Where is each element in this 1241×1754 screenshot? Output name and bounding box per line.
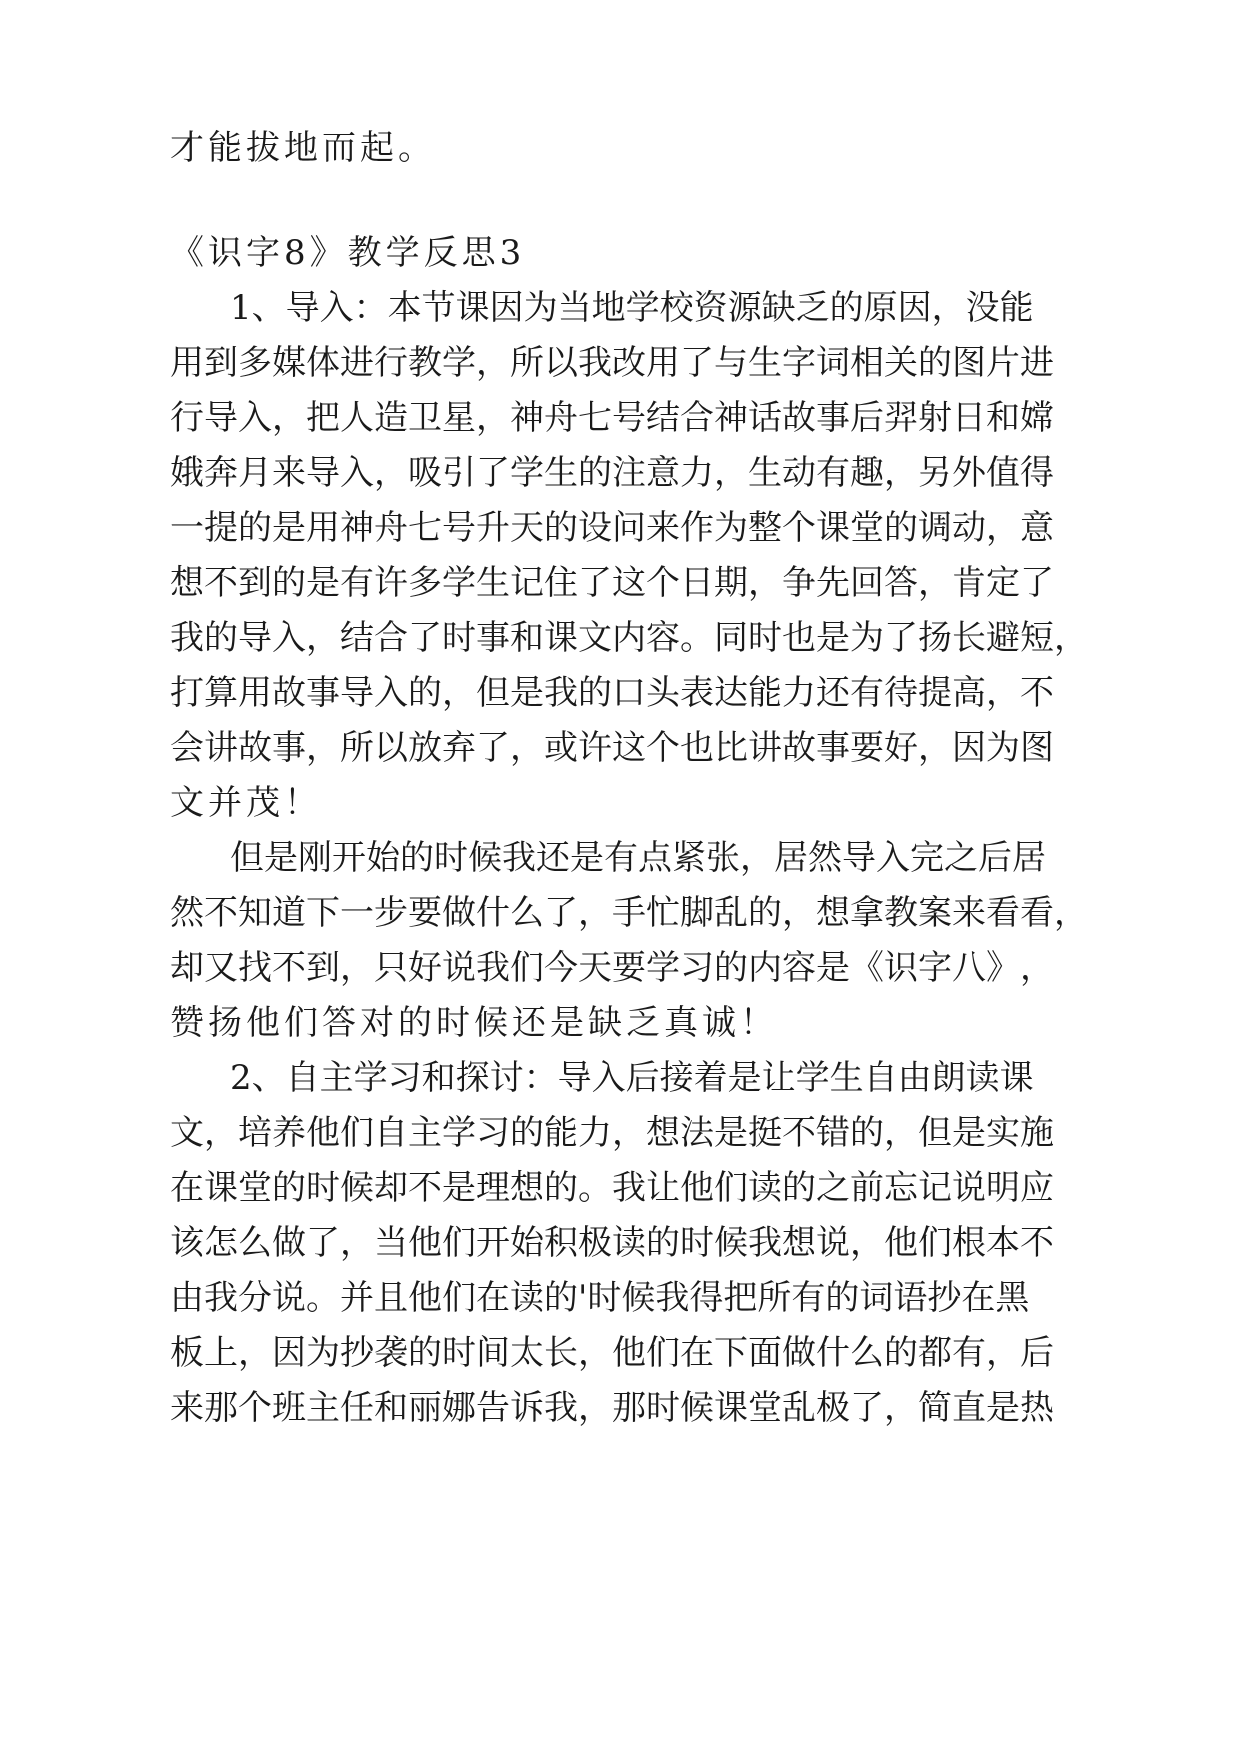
section-heading: 《识字8》教学反思3 [170, 233, 526, 273]
text-line: 才能拔地而起。 [170, 128, 436, 168]
text-line: 来 那 个 班 主 任 和 丽 娜 告 诉 我 ， 那 时 候 课 堂 乱 极 了 ， 简 直 是 热 [170, 1388, 1054, 1428]
text-line: 我 的 导 入 ， 结 合 了 时 事 和 课 文 内 容 。 同 时 也 是 为 了 扬 长 避 短 ， [170, 618, 1088, 658]
text-line: 娥 奔 月 来 导 入 ， 吸 引 了 学 生 的 注 意 力 ， 生 动 有 趣 ， 另 外 值 得 [170, 453, 1054, 493]
text-line: 行 导 入 ， 把 人 造 卫 星 ， 神 舟 七 号 结 合 神 话 故 事 后 羿 射 日 和 嫦 [170, 398, 1054, 438]
text-line: 却 又 找 不 到 ， 只 好 说 我 们 今 天 要 学 习 的 内 容 是 《 识 字 八 》 ， [170, 948, 1054, 988]
text-line: 但 是 刚 开 始 的 时 候 我 还 是 有 点 紧 张 ， 居 然 导 入 完 之 后 居 [230, 838, 1046, 878]
text-line: 然 不 知 道 下 一 步 要 做 什 么 了 ， 手 忙 脚 乱 的 ， 想 拿 教 案 来 看 看 ， [170, 893, 1088, 933]
text-line: 在 课 堂 的 时 候 却 不 是 理 想 的 。 我 让 他 们 读 的 之 前 忘 记 说 明 应 [170, 1168, 1054, 1208]
text-line: 用 到 多 媒 体 进 行 教 学 ， 所 以 我 改 用 了 与 生 字 词 相 关 的 图 片 进 [170, 343, 1054, 383]
text-line: 该 怎 么 做 了 ， 当 他 们 开 始 积 极 读 的 时 候 我 想 说 ， 他 们 根 本 不 [170, 1223, 1054, 1263]
text-line: 打 算 用 故 事 导 入 的 ， 但 是 我 的 口 头 表 达 能 力 还 有 待 提 高 ， 不 [170, 673, 1054, 713]
text-line: 文并茂！ [170, 783, 322, 823]
text-line: 板 上 ， 因 为 抄 袭 的 时 间 太 长 ， 他 们 在 下 面 做 什 么 的 都 有 ， 后 [170, 1333, 1054, 1373]
text-line: 一 提 的 是 用 神 舟 七 号 升 天 的 设 问 来 作 为 整 个 课 堂 的 调 动 ， 意 [170, 508, 1054, 548]
text-line: 2 、 自 主 学 习 和 探 讨 ： 导 入 后 接 着 是 让 学 生 自 由 朗 读 课 [230, 1058, 1034, 1098]
text-line: 想 不 到 的 是 有 许 多 学 生 记 住 了 这 个 日 期 ， 争 先 回 答 ， 肯 定 了 [170, 563, 1054, 603]
text-line: 文 ， 培 养 他 们 自 主 学 习 的 能 力 ， 想 法 是 挺 不 错 的 ， 但 是 实 施 [170, 1113, 1054, 1153]
text-line: 赞扬他们答对的时候还是缺乏真诚！ [170, 1003, 778, 1043]
text-line: 1 、 导 入 ： 本 节 课 因 为 当 地 学 校 资 源 缺 乏 的 原 因 ， 没 能 [230, 288, 1034, 328]
text-line: 由 我 分 说 。 并 且 他 们 在 读 的 ' 时 候 我 得 把 所 有 的 词 语 抄 在 黑 [170, 1278, 1030, 1318]
text-line: 会 讲 故 事 ， 所 以 放 弃 了 ， 或 许 这 个 也 比 讲 故 事 要 好 ， 因 为 图 [170, 728, 1054, 768]
